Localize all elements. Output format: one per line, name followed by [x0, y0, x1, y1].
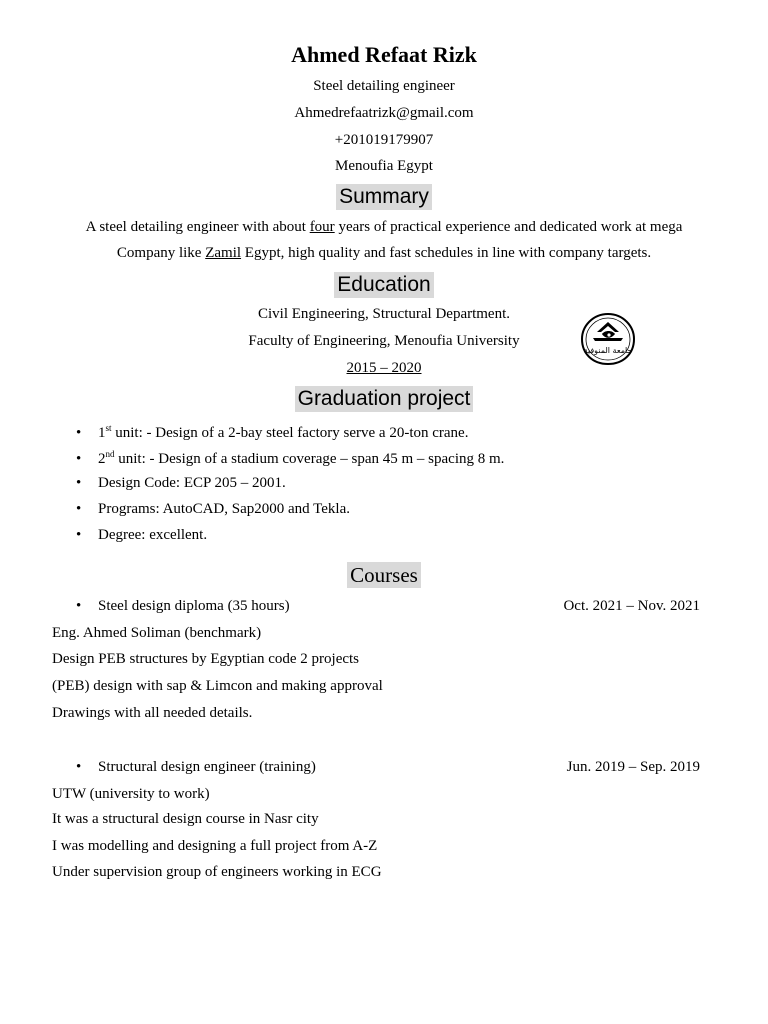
list-item [76, 475, 286, 492]
summary-text: Company like [116, 245, 206, 261]
course-detail: (PEB) design with sap & Limcon and making approval [52, 678, 383, 694]
bullet-icon: • [76, 527, 82, 543]
location: Menoufia Egypt [335, 158, 433, 174]
logo-text: جامعة المنوفية [583, 346, 633, 355]
bullet-icon: • [76, 759, 82, 775]
course-detail: It was a structural design course in Nasr city [52, 811, 319, 827]
list-item [76, 501, 350, 518]
education-department: Civil Engineering, Structural Department. [257, 306, 511, 322]
bullet-icon: • [76, 451, 82, 467]
summary-section [0, 184, 768, 210]
bullet-icon: • [76, 475, 82, 491]
candidate-name: Ahmed Refaat Rizk [291, 42, 477, 67]
list-item [76, 449, 504, 468]
summary-text: A steel detailing engineer with about [85, 219, 310, 235]
item-sup: nd [105, 449, 115, 459]
summary-heading: Summary [336, 184, 432, 210]
course-title: Structural design engineer (training) [98, 759, 316, 775]
summary-text: years of practical experience and dedicated work at mega [334, 219, 683, 235]
list-item [76, 423, 468, 442]
course-title: Steel design diploma (35 hours) [98, 598, 290, 614]
course-detail: I was modelling and designing a full project from A-Z [52, 838, 378, 854]
course-detail: Drawings with all needed details. [52, 705, 253, 721]
item-text: Design Code: ECP 205 – 2001. [98, 475, 286, 491]
summary-underlined: Zamil [205, 245, 242, 261]
bullet-icon: • [76, 598, 82, 614]
course-detail: Design PEB structures by Egyptian code 2 projects [52, 651, 360, 667]
bullet-icon: • [76, 425, 82, 441]
education-heading: Education [334, 272, 433, 298]
item-text: unit: - Design of a 2-bay steel factory serve a 20-ton crane. [111, 425, 469, 441]
education-section [0, 272, 768, 298]
course-detail: UTW (university to work) [52, 786, 210, 802]
item-num: 2 [98, 451, 106, 467]
course-detail: Under supervision group of engineers working in ECG [52, 864, 382, 880]
summary-line-2 [0, 245, 768, 262]
course-date: Jun. 2019 – Sep. 2019 [566, 759, 700, 775]
item-text: unit: - Design of a stadium coverage – span 45 m – spacing 8 m. [114, 451, 505, 467]
graduation-section [0, 386, 768, 412]
summary-text: Egypt, high quality and fast schedules in line with company targets. [241, 245, 652, 261]
summary-underlined: four [309, 219, 335, 235]
education-years [0, 360, 768, 377]
item-text: Programs: AutoCAD, Sap2000 and Tekla. [98, 501, 350, 517]
course-detail: Eng. Ahmed Soliman (benchmark) [52, 625, 262, 641]
education-faculty: Faculty of Engineering, Menoufia University [248, 333, 520, 349]
phone: +201019179907 [334, 132, 434, 148]
item-num: 1 [98, 425, 106, 441]
email: Ahmedrefaatrizk@gmail.com [294, 105, 474, 121]
graduation-heading: Graduation project [295, 386, 474, 412]
job-title: Steel detailing engineer [313, 78, 455, 94]
courses-heading: Courses [347, 562, 421, 588]
courses-section [0, 562, 768, 588]
education-years-text: 2015 – 2020 [346, 360, 422, 376]
item-text: Degree: excellent. [98, 527, 208, 543]
summary-line-1 [0, 219, 768, 236]
menoufia-university-logo-icon [579, 312, 637, 366]
bullet-icon: • [76, 501, 82, 517]
course-date: Oct. 2021 – Nov. 2021 [563, 598, 700, 614]
list-item [76, 527, 207, 544]
course-title-row [76, 598, 290, 615]
course-title-row [76, 759, 316, 776]
item-sup: st [105, 423, 112, 433]
